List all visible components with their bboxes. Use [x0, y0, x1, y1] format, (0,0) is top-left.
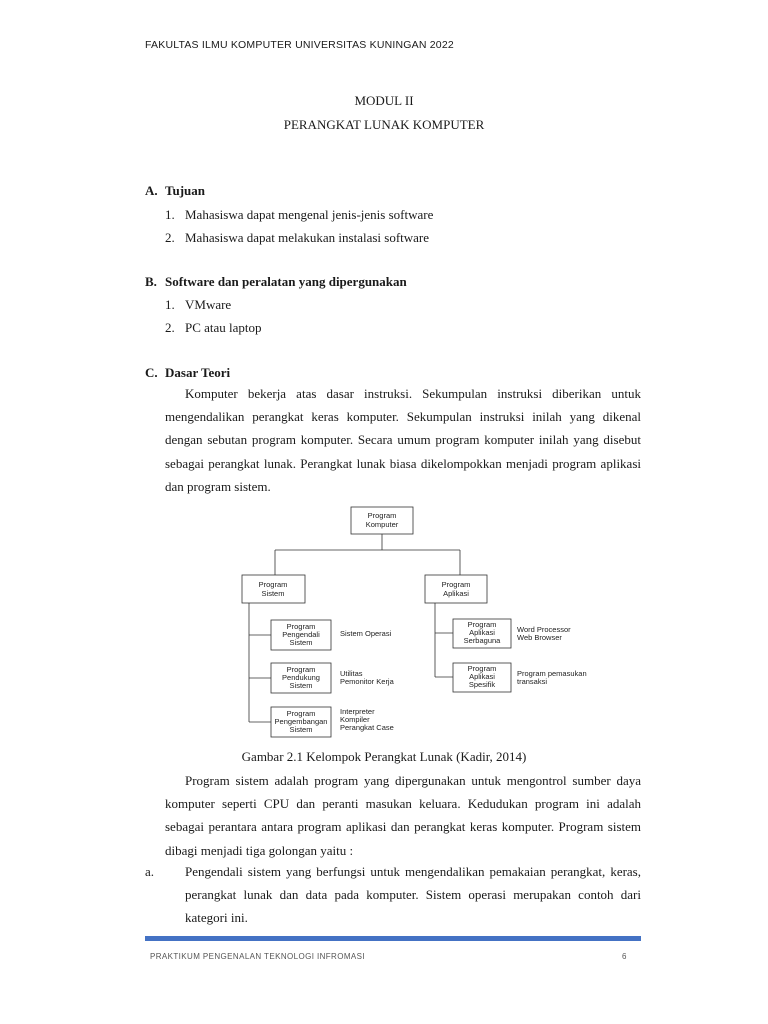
software-diagram — [235, 503, 605, 738]
label-interpreter: Interpreter — [340, 707, 375, 716]
root-line2: Komputer — [365, 520, 399, 529]
label-sistem-operasi: Sistem Operasi — [340, 629, 392, 638]
module-title: MODUL II — [354, 93, 414, 108]
aplikasi-line1: Program — [441, 580, 471, 589]
list-item — [165, 230, 429, 246]
section-a-heading — [145, 183, 205, 199]
label-pemonitor: Pemonitor Kerja — [340, 677, 394, 686]
section-b-heading — [145, 274, 407, 290]
pengembangan-line3: Sistem — [289, 725, 313, 734]
section-c-letter: C. — [145, 365, 158, 380]
serbaguna-line2: Aplikasi — [469, 628, 495, 637]
list-item-a — [145, 860, 641, 930]
list-text: VMware — [185, 297, 232, 312]
sistem-line2: Sistem — [261, 589, 285, 598]
label-kompiler: Kompiler — [340, 715, 370, 724]
list-number: 2. — [165, 230, 175, 245]
page-header: FAKULTAS ILMU KOMPUTER UNIVERSITAS KUNINGAN 2022 — [145, 39, 454, 51]
list-text: PC atau laptop — [185, 320, 262, 335]
serbaguna-line3: Serbaguna — [463, 636, 501, 645]
pendukung-line2: Pendukung — [282, 673, 320, 682]
label-transaksi: transaksi — [517, 677, 548, 686]
label-word-processor: Word Processor — [517, 625, 571, 634]
spesifik-line3: Spesifik — [468, 680, 496, 689]
serbaguna-line1: Program — [467, 620, 497, 629]
list-number: 1. — [165, 297, 175, 312]
section-c-title: Dasar Teori — [165, 365, 231, 380]
page-number: 6 — [622, 952, 627, 961]
list-letter: a. — [145, 864, 155, 879]
label-web-browser: Web Browser — [517, 633, 562, 642]
paragraph-program-sistem: Program sistem adalah program yang dipergunakan untuk mengontrol sumber daya komputer seperti CPU dan peranti masukan keluara. Kedudukan program ini adalah sebagai perantara antara program aplikasi dan perangkat keras komputer. Program sistem dibagi menjadi tiga golongan yaitu : — [165, 773, 641, 858]
aplikasi-line2: Aplikasi — [443, 589, 469, 598]
footer-title: PRAKTIKUM PENGENALAN TEKNOLOGI INFROMASI — [150, 952, 365, 961]
list-item — [165, 207, 433, 223]
paragraph-intro: Komputer bekerja atas dasar instruksi. Sekumpulan instruksi diberikan untuk mengendalikan perangkat keras komputer. Sekumpulan instruksi inilah yang dikenal dengan sebutan program komputer. Secara umum program komputer inilah yang disebut sebagai perangkat lunak. Perangkat lunak biasa dikelompokkan menjadi program aplikasi dan program sistem. — [165, 386, 641, 494]
spesifik-line1: Program — [467, 664, 497, 673]
label-program-pemasukan: Program pemasukan — [517, 669, 587, 678]
pengendali-line2: Pengendali — [282, 630, 320, 639]
spesifik-line2: Aplikasi — [469, 672, 495, 681]
section-a-letter: A. — [145, 183, 158, 198]
pengembangan-line2: Pengembangan — [274, 717, 328, 726]
list-item — [165, 320, 262, 336]
list-text: Mahasiswa dapat melakukan instalasi software — [185, 230, 430, 245]
pendukung-line3: Sistem — [289, 681, 313, 690]
pendukung-line1: Program — [286, 665, 316, 674]
list-text: Pengendali sistem yang berfungsi untuk mengendalikan pemakaian perangkat, keras, perangkat lunak dan data pada komputer. Sistem operasi merupakan contoh dari kategori ini. — [185, 864, 641, 926]
section-b-title: Software dan peralatan yang dipergunakan — [165, 274, 407, 289]
label-utilitas: Utilitas — [340, 669, 363, 678]
sistem-line1: Program — [258, 580, 288, 589]
footer-divider — [145, 936, 641, 941]
module-subtitle: PERANGKAT LUNAK KOMPUTER — [283, 117, 485, 132]
list-number: 1. — [165, 207, 175, 222]
label-perangkat-case: Perangkat Case — [340, 723, 394, 732]
list-item — [165, 297, 231, 313]
pengendali-line1: Program — [286, 622, 316, 631]
root-line1: Program — [367, 511, 397, 520]
pengendali-line3: Sistem — [289, 638, 313, 647]
section-b-letter: B. — [145, 274, 157, 289]
pengembangan-line1: Program — [286, 709, 316, 718]
list-text: Mahasiswa dapat mengenal jenis-jenis software — [185, 207, 434, 222]
list-number: 2. — [165, 320, 175, 335]
section-a-title: Tujuan — [165, 183, 205, 198]
section-c-heading — [145, 365, 230, 381]
figure-caption: Gambar 2.1 Kelompok Perangkat Lunak (Kadir, 2014) — [241, 749, 527, 764]
